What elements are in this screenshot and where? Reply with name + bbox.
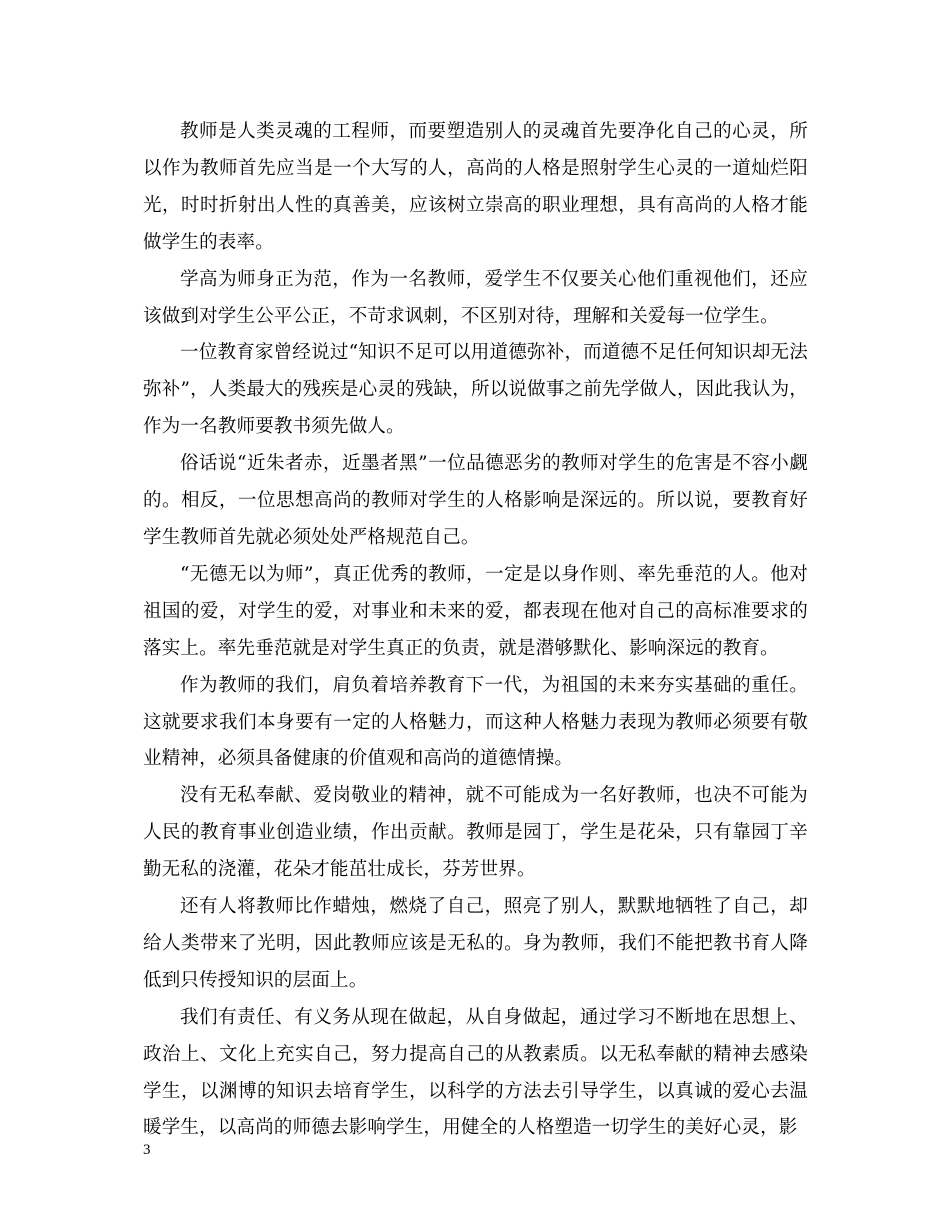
paragraph-9: 我们有责任、有义务从现在做起，从自身做起，通过学习不断地在思想上、政治上、文化上充实自己，努力提高自己的从教素质。以无私奉献的精神去感染学生，以渊博的知识去培育学生，以科学的方法去引导学生，以真诚的爱心去温暖学生，以高尚的师德去影响学生，用健全的人格塑造一切学生的美好心灵，影 [143, 1006, 808, 1139]
paragraph-3: 一位教育家曾经说过“知识不足可以用道德弥补，而道德不足任何知识却无法弥补”，人类最大的残疾是心灵的残缺，所以说做事之前先学做人，因此我认为，作为一名教师要教书须先做人。 [143, 342, 808, 438]
paragraph-5: “无德无以为师”，真正优秀的教师，一定是以身作则、率先垂范的人。他对祖国的爱，对学生的爱，对事业和未来的爱，都表现在他对自己的高标准要求的落实上。率先垂范就是对学生真正的负责，就是潜够默化、影响深远的教育。 [143, 563, 808, 659]
paragraph-2: 学高为师身正为范，作为一名教师，爱学生不仅要关心他们重视他们，还应该做到对学生公平公正，不苛求讽刺，不区别对待，理解和关爱每一位学生。 [143, 268, 808, 327]
paragraph-7: 没有无私奉献、爱岗敬业的精神，就不可能成为一名好教师，也决不可能为人民的教育事业创造业绩，作出贡献。教师是园丁，学生是花朵，只有靠园丁辛勤无私的浇灌，花朵才能茁壮成长，芬芳世界。 [143, 785, 808, 881]
paragraph-4: 俗话说“近朱者赤，近墨者黑”一位品德恶劣的教师对学生的危害是不容小觑的。相反，一位思想高尚的教师对学生的人格影响是深远的。所以说，要教育好学生教师首先就必须处处严格规范自己。 [143, 453, 808, 548]
paragraph-6: 作为教师的我们，肩负着培养教育下一代，为祖国的未来夯实基础的重任。这就要求我们本身要有一定的人格魅力，而这种人格魅力表现为教师必须要有敬业精神，必须具备健康的价值观和高尚的道德情操。 [143, 674, 808, 770]
paragraph-8: 还有人将教师比作蜡烛，燃烧了自己，照亮了别人，默默地牺牲了自己，却给人类带来了光明，因此教师应该是无私的。身为教师，我们不能把教书育人降低到只传授知识的层面上。 [143, 896, 808, 991]
page-number: 3 [143, 1142, 151, 1158]
paragraph-1: 教师是人类灵魂的工程师，而要塑造别人的灵魂首先要净化自己的心灵，所以作为教师首先应当是一个大写的人，高尚的人格是照射学生心灵的一道灿烂阳光，时时折射出人性的真善美，应该树立崇高的职业理想，具有高尚的人格才能做学生的表率。 [143, 121, 808, 253]
body-text [143, 114, 808, 1147]
